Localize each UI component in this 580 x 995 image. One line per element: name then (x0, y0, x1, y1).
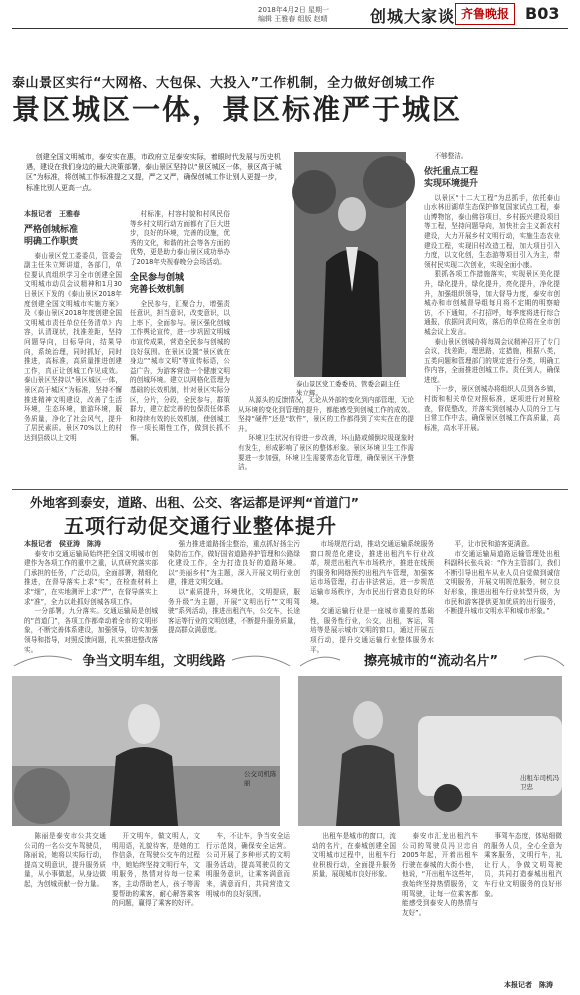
article1-col4-text-a: 不够整洁。 (434, 152, 468, 160)
article1-subhead-2: 全民参与创城 完善长效机制 (130, 272, 185, 295)
article1-kicker: 泰山景区实行“大网格、大包保、大投入”工作机制，全力做好创城工作 (12, 76, 436, 91)
article1-col2-text-b: 全民参与，汇聚合力，增强责任意识，担当意识，改变意识，以上率下，全面参与。景区强化创城工作舆论宣传，进一步巩固文明城市宣传成果，营造全民参与创城的良好氛围。在景区设置“景区就在身边”“城市文明”等宣传标语，公益广告，为游客营造一个健康文明的创城环境。建立以网格化管理为基础的长效机制，针对景区实际分区，分片，分段，全民参与，群策群力，建立起完善的包保责任体系和持续有效的长效机制，使创城工作一项长期性工作，做到长抓不懈。 (130, 299, 230, 442)
section-a-ornament-icon (12, 648, 292, 670)
article2-kicker: 外地客到泰安，道路、出租、公交、客运都是评判“首道门” (30, 495, 359, 510)
official-portrait-photo (294, 152, 406, 377)
article1-headline: 景区城区一体，景区标准严于城区 (12, 93, 463, 126)
article1-col4-text-e: 下一步，景区创城办将组织人员到各乡镇，村街和相关单位对照标准，逐项进行对照检查，督促整改，并落实到创城办人员的分工与日常工作中去，确保景区创城工作高质量，高标准，高水平开展。 (424, 385, 560, 432)
article2-headline: 五项行动促交通行业整体提升 (64, 514, 337, 538)
taxi-figure-icon (298, 676, 562, 826)
portrait-figure-icon (294, 152, 406, 377)
section-b-ornament-icon (296, 648, 568, 670)
section-b-title: 擦亮城市的“流动名片” (363, 654, 499, 669)
article1-col1-text: 泰山景区党工委委员，管委会副主任朱立辉讲道，各部门，单位要认真组织学习全市创建全国文明城市动员会议精神和1月30日景区下发的《泰山景区2018年度创建全国文明城市实施方案》及《泰山景区2018年度创建全国文明城市责任单位任务清单》内容，认清现状，找准差距，坚持问题导向，目标导向，结果导向，系统治理，同时抓好，同时推进，高标准，高质量推进创建工作，真正让创城工作见成效。泰山景区坚持以“景区城区一体，景区高于城区”为标准，坚持不懈推进精神文明建设，改善了生活环境，生态环境，旅游环境，服务质量，净化了社会风气，提升了居民素质。景区70%以上的村达到县级以上文明 (24, 251, 122, 442)
driver-figure-icon (12, 676, 280, 826)
section-a-text-3: 车，不让车，争当安全运行示范岗，确保安全运营。公司开展了多种形式的文明服务活动，提高驾驶员的文明服务意识，让乘客满意而来，满意而归，共同营造文明城市的良好氛围。 (206, 832, 290, 898)
article1-byline: 本报记者 王雅春 (24, 210, 80, 218)
newspaper-logo: 齐鲁晚报 (455, 3, 515, 25)
article2-col1-text: 泰安市交通运输局始终把全国文明城市创建作为各项工作的重中之重，认真研究落实部门承担的任务，广泛动员，全面部署，精细化推进，在督导落实上求“实”，在检查材料上求“细”，在实地测评上求“严”，在督导落实上求“准”，全力以赴抓好创城各项工作。 (24, 549, 158, 606)
article1-col4-text-c: 狠抓各项工作措施落实，实现景区美化提升，绿化提升，绿化提升，亮化提升，净化提升，加强组织领导，加大督导力度，泰安市创城办和市创城督导组每月将不定期的明察暗访，不下通知，不打招呼，每季度将进行综合通报，依据问责问效，落后的单位将在全市创城会议上发言。 (424, 270, 560, 336)
section-a-title: 争当文明车组，文明线路 (82, 654, 226, 669)
article1-col4-text-b: 以景区“十二大工程”为总抓手，依托泰山山水林田湖草生态保护修复国家试点工程，泰山博物馆，泰山佛谷项目，乡村振兴建设项目等工程，坚持问题导向，加快社会主义新农村建设，大力开展乡村文明行动，实施生态农业建设工程，实现旧村改造工程，加大项目引入力度，以文化创，生态游等项目引入为主，带领村民实现二次创业，实现全面小康。 (424, 193, 560, 269)
article1-col4-text-d: 泰山景区创城办将每周会议精神召开了专门会议，找差距，理思路，定措施，根据八类，五类问题和管理部门的规定进行分类，明确工作内容，全面推进创城工作。责任到人，确保进度。 (424, 337, 560, 384)
article2-column-2 (168, 540, 300, 644)
section-a-column-1 (24, 832, 106, 992)
bus-photo-caption: 公交司机陈丽 (244, 770, 277, 787)
section-b-text-3: 事驾车态度，体贴细微的服务人员，全心全意为乘客服务，文明行车，礼让行人，争做文明驾驶员，共同打造泰城出租汽车行业文明服务的良好形象。 (484, 832, 562, 898)
article1-column-2 (130, 210, 230, 488)
article2-col1-text-b: 一分部署，九分落实。交通运输局是创城的“首道门”，各项工作都牵动着全市的文明形象，不断完善体系建设，加强领导，切实加强领导和指导，对照反馈问题，扎实推进整改落实。 (24, 607, 158, 654)
page-number: B03 (525, 4, 560, 23)
article1-column-4 (424, 152, 560, 488)
section-b-text-2: 泰安市汇龙出租汽车公司的驾驶员冯卫忠自2005年起，开着出租车行驶在泰城的大街小巷，他说，“开出租车这些年，我始终坚持热情服务，文明驾驶，让每一位乘客都能感受到泰安人的热情与友好”。 (402, 832, 478, 917)
header-rule (12, 28, 568, 29)
article2-byline: 本报记者 侯亚涛 陈涛 (24, 540, 101, 548)
section-b-text-1: 出租车是城市的窗口，流动的名片，在泰城创建全国文明城市过程中，出租车行业积极行动，全面提升服务质量，展现城市良好形象。 (312, 832, 396, 879)
article2-col3-text-b: 交通运输行业是一座城市重要的基础性，服务性行业，公交，出租，客运，驾培等是展示城市文明的窗口，通过开展五项行动，提升交通运输行业整体服务水平。 (310, 607, 434, 654)
article2-column-4 (444, 540, 560, 644)
article2-column-3 (310, 540, 434, 654)
article2-col3-text: 市场规范行动，推动交通运输系统服务窗口规范化建设，推进出租汽车行业改革，规范出租汽车市场秩序，推进在线预约服务和网络预约出租汽车管理，加强客运市场管理，打击非法营运，进一步规范运输市场秩序，为市民出行营造良好的环境。 (310, 540, 434, 606)
section-a-column-2 (112, 832, 200, 992)
article2-column-1 (24, 540, 158, 654)
article1-subhead-1: 严格创城标准 明确工作职责 (24, 224, 79, 247)
date-line: 2018年4月2日 星期一 (258, 6, 329, 14)
article2-col4-text: 平，让市民和游客更满意。 (454, 540, 534, 548)
article2-col2-text-b: 以“素质提升，环境优化，文明提质，服务升级”为主题，开展“文明出行”“文明驾驶”系列活动，推进出租汽车，公交车，长途客运等行业的文明创建，不断提升服务质量，提高群众满意度。 (168, 587, 300, 635)
section-title: 创城大家谈 (370, 7, 456, 26)
section-b-column-3 (484, 832, 562, 980)
editor-line: 编辑 王雅春 组版 赵晴 (258, 15, 328, 23)
article1-lead: 创建全国文明城市，泰安实在惠，市政府立足泰安实际，着眼时代发展与历史机遇，建设在我们身边的最大决策部署，泰山景区坚持以“景区城区一体，景区高于城区”为标准，将创城工作标准提之又提，严之又严，确保创城工作让别人更提一步，标准比别人更高一点。 (26, 153, 282, 192)
section-b-byline: 本报记者 陈涛 (504, 981, 553, 989)
bus-driver-photo (12, 676, 280, 826)
article1-column-3 (238, 396, 414, 486)
article1-col3-text-a: 从源头的反馈情况，无论从外部的变化到内部管理，无论从环境的变化到管理的提升，都能感受到创城工作的成效。坚持“硬件”还是“软件”，景区的工作都得到了实实在在的提升。 (238, 396, 414, 433)
article2-col4-text-b: 市交通运输局道路运输管理处出租科副科长张兵说：“作为主管部门，我们不断引导出租车从业人员自觉做到诚信文明服务，开展文明规范服务，树立良好形象，推进出租车行业转型升级，为市民和游客提供更加优质的出行服务，不断提升城市文明水平和城市形象。” (444, 549, 560, 616)
section-b-column-1 (312, 832, 396, 992)
article1-subhead-3: 依托重点工程 实现环境提升 (424, 166, 479, 189)
article1-col2-text-a: 村标准，村容村貌和村风民俗等乡村文明行动方面都有了巨大进步，良好的环境，完善的设施，优秀的文化，和谐的社会等各方面的优势，更是助力泰山景区成功举办了2018年央视春晚分会场活动。 (130, 210, 230, 266)
issue-date (258, 6, 329, 24)
taxi-photo-caption: 出租车司机冯卫忠 (520, 774, 559, 791)
section-b-column-2 (402, 832, 478, 992)
taxi-driver-photo (298, 676, 562, 826)
article1-column-1 (24, 210, 122, 488)
section-a-column-3 (206, 832, 290, 992)
portrait-caption: 泰山景区党工委委员、管委会副主任朱立辉。 (296, 380, 400, 397)
section-a-text-2: 开文明车，做文明人，文明用语，礼貌待客，是她的工作信条，在驾驶公交车的过程中，她始终坚持文明行车，文明服务，热情对待每一位乘客，主动帮助老人，孩子等需要帮助的乘客，耐心解答乘客的问题，赢得了乘客的好评。 (112, 832, 200, 908)
article-divider (12, 489, 568, 490)
article1-col3-text-b: 环境卫生状况有待进一步改善，坏山路或倾倒垃圾现象时有发生，形成影响了景区的整体形象。景区环境卫生工作需要进一步加强，环境卫生需要常态化管理，确保景区干净整洁。 (238, 434, 414, 472)
article2-col2-text: 强力推进道路扬尘整治，重点抓好扬尘污染防治工作，做好国省道路养护管理和公路绿化建设工作，全力打造良好的道路环境。以“美丽乡村”为主题，深入开展文明行业创建，推进文明交通。 (168, 540, 300, 587)
section-a-text-1: 陈丽是泰安市公共交通公司的一名公交车驾驶员，陈丽说，她将以实际行动，提高文明意识，提升服务质量，从小事做起，从身边做起，为创城贡献一份力量。 (24, 832, 106, 888)
